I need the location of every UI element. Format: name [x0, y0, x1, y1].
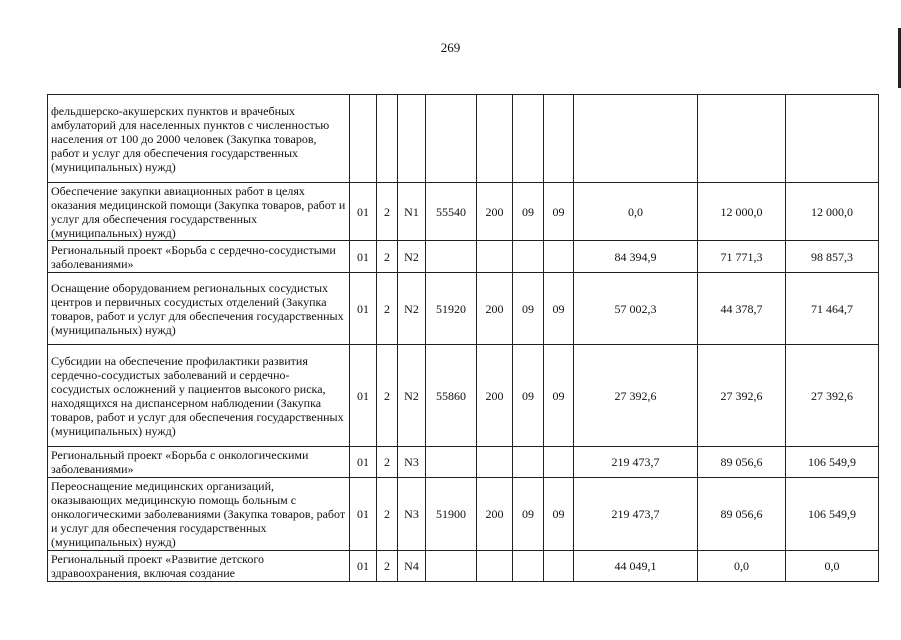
- code-cell: 55860: [426, 345, 477, 447]
- amount-cell: 0,0: [786, 551, 879, 582]
- code-cell: [477, 447, 513, 478]
- code-cell: 09: [544, 273, 574, 345]
- code-cell: 09: [513, 478, 544, 551]
- amount-cell: [786, 95, 879, 183]
- code-cell: 2: [377, 273, 398, 345]
- row-name: Обеспечение закупки авиационных работ в целях оказания медицинской помощи (Закупка товаров, работ и услуг для обеспечения государственных (муниципальных) нужд): [48, 183, 350, 241]
- code-cell: 2: [377, 478, 398, 551]
- amount-cell: 84 394,9: [574, 241, 698, 273]
- code-cell: 09: [513, 183, 544, 241]
- code-cell: 51900: [426, 478, 477, 551]
- amount-cell: 98 857,3: [786, 241, 879, 273]
- amount-cell: 71 464,7: [786, 273, 879, 345]
- code-cell: [544, 95, 574, 183]
- amount-cell: 27 392,6: [574, 345, 698, 447]
- table-row: [48, 447, 879, 478]
- code-cell: [426, 551, 477, 582]
- code-cell: [377, 95, 398, 183]
- table-row: [48, 273, 879, 345]
- code-cell: 2: [377, 551, 398, 582]
- code-cell: [513, 551, 544, 582]
- amount-cell: 0,0: [574, 183, 698, 241]
- amount-cell: 106 549,9: [786, 447, 879, 478]
- table-row: [48, 183, 879, 241]
- amount-cell: 12 000,0: [698, 183, 786, 241]
- amount-cell: 106 549,9: [786, 478, 879, 551]
- code-cell: 01: [350, 345, 377, 447]
- amount-cell: 44 049,1: [574, 551, 698, 582]
- code-cell: 09: [544, 345, 574, 447]
- amount-cell: 89 056,6: [698, 478, 786, 551]
- code-cell: 55540: [426, 183, 477, 241]
- amount-cell: 12 000,0: [786, 183, 879, 241]
- code-cell: [513, 447, 544, 478]
- row-name: фельдшерско-акушерских пунктов и врачебных амбулаторий для населенных пунктов с численностью населения от 100 до 2000 человек (Закупка товаров, работ и услуг для обеспечения государственных (муниципальных) нужд): [48, 95, 350, 183]
- code-cell: [350, 95, 377, 183]
- code-cell: 2: [377, 241, 398, 273]
- code-cell: 2: [377, 183, 398, 241]
- code-cell: N2: [398, 273, 426, 345]
- code-cell: N4: [398, 551, 426, 582]
- row-name: Переоснащение медицинских организаций, оказывающих медицинскую помощь больным с онкологическими заболеваниями (Закупка товаров, работ и услуг для обеспечения государственных (муниципальных) нужд): [48, 478, 350, 551]
- code-cell: [426, 95, 477, 183]
- code-cell: [477, 95, 513, 183]
- code-cell: 200: [477, 345, 513, 447]
- code-cell: 09: [513, 273, 544, 345]
- budget-table: [47, 94, 879, 582]
- table-row: [48, 241, 879, 273]
- amount-cell: 27 392,6: [786, 345, 879, 447]
- page-number: 269: [440, 40, 461, 55]
- code-cell: [544, 241, 574, 273]
- row-name: Региональный проект «Борьба с сердечно-сосудистыми заболеваниями»: [48, 241, 350, 273]
- code-cell: 200: [477, 273, 513, 345]
- code-cell: 2: [377, 345, 398, 447]
- amount-cell: 27 392,6: [698, 345, 786, 447]
- code-cell: [398, 95, 426, 183]
- code-cell: [513, 95, 544, 183]
- code-cell: N2: [398, 241, 426, 273]
- code-cell: N2: [398, 345, 426, 447]
- code-cell: [544, 551, 574, 582]
- code-cell: 200: [477, 478, 513, 551]
- code-cell: [513, 241, 544, 273]
- row-name: Оснащение оборудованием региональных сосудистых центров и первичных сосудистых отделений (Закупка товаров, работ и услуг для обеспечения государственных (муниципальных) нужд): [48, 273, 350, 345]
- amount-cell: 57 002,3: [574, 273, 698, 345]
- code-cell: 01: [350, 447, 377, 478]
- code-cell: 200: [477, 183, 513, 241]
- code-cell: 01: [350, 551, 377, 582]
- row-name: Региональный проект «Развитие детского здравоохранения, включая создание: [48, 551, 350, 582]
- code-cell: N3: [398, 478, 426, 551]
- code-cell: 01: [350, 241, 377, 273]
- code-cell: [426, 241, 477, 273]
- code-cell: [544, 447, 574, 478]
- code-cell: 01: [350, 183, 377, 241]
- table-row: [48, 95, 879, 183]
- amount-cell: 71 771,3: [698, 241, 786, 273]
- amount-cell: 219 473,7: [574, 478, 698, 551]
- row-name: Региональный проект «Борьба с онкологическими заболеваниями»: [48, 447, 350, 478]
- table-row: [48, 478, 879, 551]
- code-cell: 51920: [426, 273, 477, 345]
- table-row: [48, 345, 879, 447]
- amount-cell: [574, 95, 698, 183]
- code-cell: 01: [350, 478, 377, 551]
- code-cell: 2: [377, 447, 398, 478]
- row-name: Субсидии на обеспечение профилактики развития сердечно-сосудистых заболеваний и сердечно-сосудистых осложнений у пациентов высокого риска, находящихся на диспансерном наблюдении (Закупка товаров, работ и услуг для обеспечения государственных (муниципальных) нужд): [48, 345, 350, 447]
- code-cell: N1: [398, 183, 426, 241]
- code-cell: [477, 241, 513, 273]
- code-cell: 09: [513, 345, 544, 447]
- amount-cell: 44 378,7: [698, 273, 786, 345]
- amount-cell: 0,0: [698, 551, 786, 582]
- code-cell: N3: [398, 447, 426, 478]
- table-row: [48, 551, 879, 582]
- amount-cell: [698, 95, 786, 183]
- code-cell: [477, 551, 513, 582]
- code-cell: [426, 447, 477, 478]
- code-cell: 09: [544, 183, 574, 241]
- amount-cell: 89 056,6: [698, 447, 786, 478]
- amount-cell: 219 473,7: [574, 447, 698, 478]
- code-cell: 01: [350, 273, 377, 345]
- code-cell: 09: [544, 478, 574, 551]
